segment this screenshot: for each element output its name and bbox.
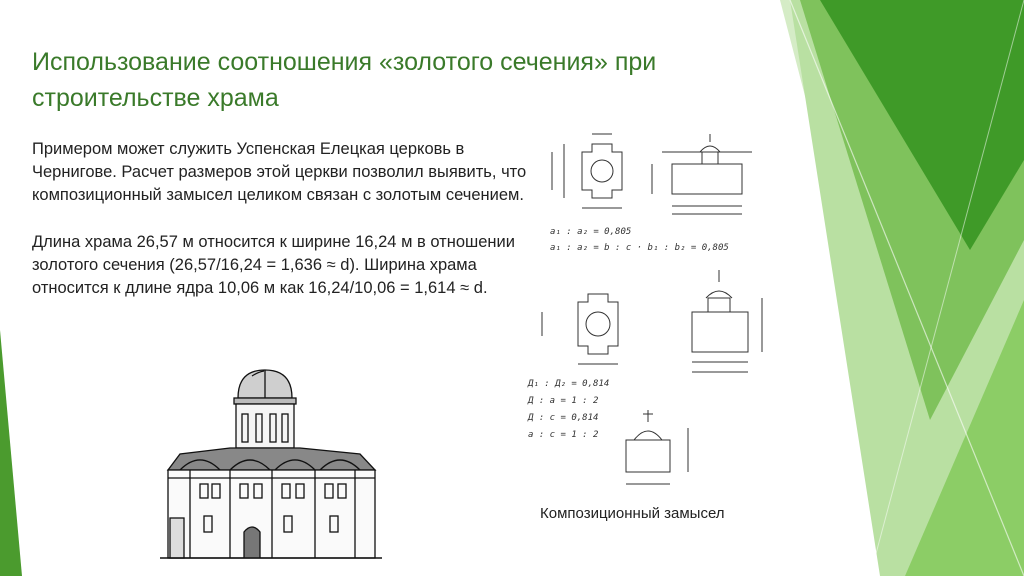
ratio-4: a : c = 1 : 2 bbox=[528, 430, 599, 440]
church-facade-drawing bbox=[160, 368, 385, 563]
ratio-2: Д : a = 1 : 2 bbox=[528, 396, 599, 406]
formula-2: a₁ : a₂ = b : c · b₁ : b₂ = 0,805 bbox=[550, 243, 729, 253]
deco-shape-left bbox=[0, 330, 22, 576]
slide-title: Использование соотношения «золотого сечения» при строительстве храма bbox=[32, 48, 657, 112]
paragraph-ratios: Длина храма 26,57 м относится к ширине 16,24 м в отношении золотого сечения (26,57/16,24 = 1,636 ≈ d). Ширина храма относится к длине ядра 10,06 м как 16,24/10,06 = 1,614 ≈ d. bbox=[32, 233, 515, 297]
ratio-3: Д : c = 0,814 bbox=[528, 413, 599, 423]
paragraph-intro: Примером может служить Успенская Елецкая церковь в Чернигове. Расчет размеров этой церкви позволил выявить, что композиционный замысел целиком связан с золотым сечением. bbox=[32, 140, 527, 204]
formula-1: a₁ : a₂ = 0,805 bbox=[550, 227, 632, 237]
golden-ratio-diagrams bbox=[522, 122, 782, 497]
diagram-caption: Композиционный замысел bbox=[540, 505, 725, 522]
body-text bbox=[32, 138, 532, 324]
ratio-1: Д₁ : Д₂ = 0,814 bbox=[528, 379, 610, 389]
